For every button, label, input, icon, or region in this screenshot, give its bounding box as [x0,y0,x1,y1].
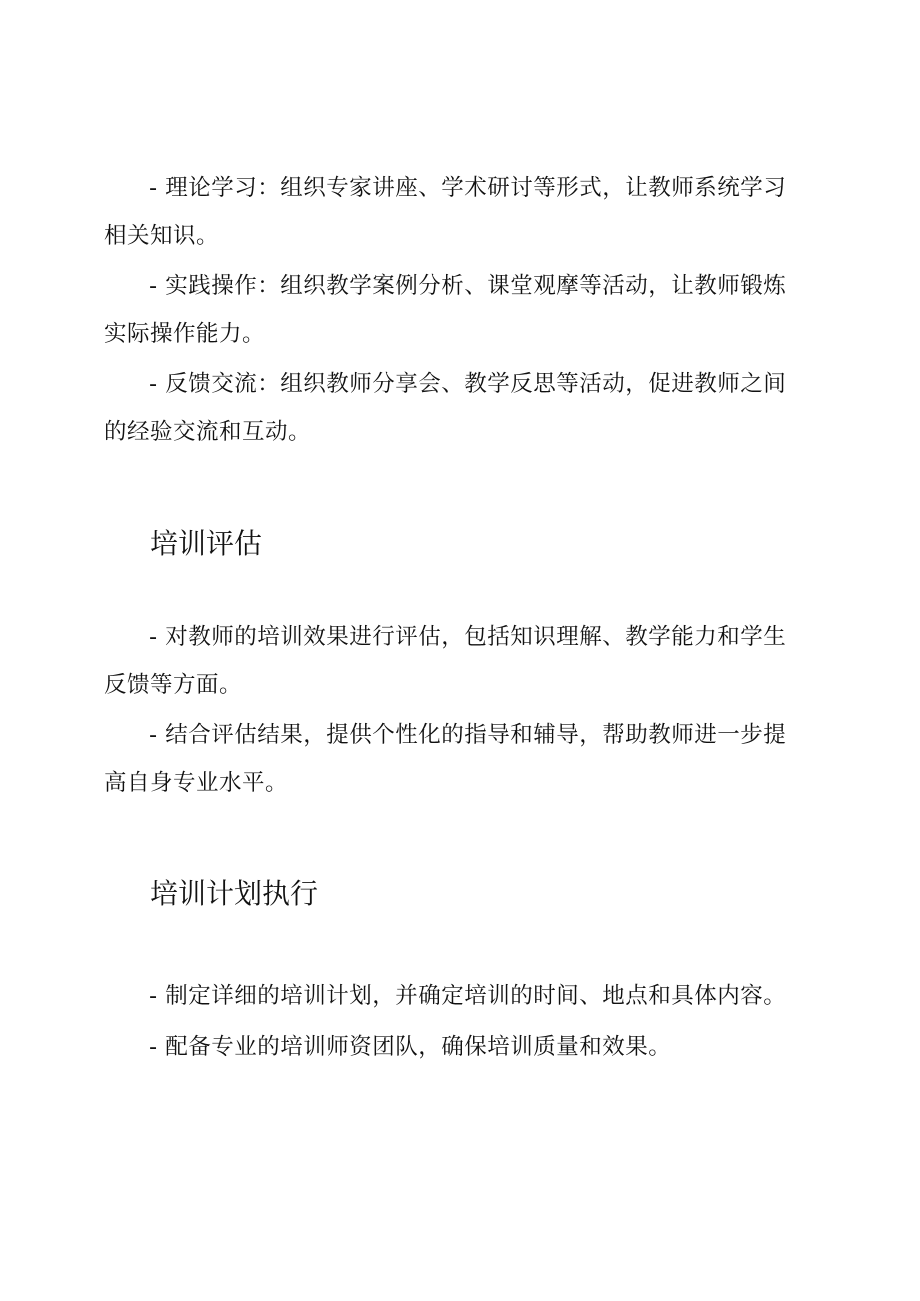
paragraph-practice-operation: - 实践操作：组织教学案例分析、课堂观摩等活动，让教师锻炼实际操作能力。 [104,273,787,347]
heading-plan-execution: 培训计划执行 [150,877,319,910]
paragraph-trainer-team: - 配备专业的培训师资团队，确保培训质量和效果。 [149,1034,672,1060]
paragraph-evaluation-effect: - 对教师的培训效果进行评估，包括知识理解、教学能力和学生反馈等方面。 [104,624,787,698]
heading-training-evaluation: 培训评估 [150,527,263,560]
paragraph-plan-detail: - 制定详细的培训计划，并确定培训的时间、地点和具体内容。 [149,983,787,1009]
paragraph-theory-study: - 理论学习：组织专家讲座、学术研讨等形式，让教师系统学习相关知识。 [104,175,787,249]
paragraph-evaluation-guidance: - 结合评估结果，提供个性化的指导和辅导，帮助教师进一步提高自身专业水平。 [104,722,787,796]
paragraph-feedback-exchange: - 反馈交流：组织教师分享会、教学反思等活动，促进教师之间的经验交流和互动。 [104,371,787,445]
